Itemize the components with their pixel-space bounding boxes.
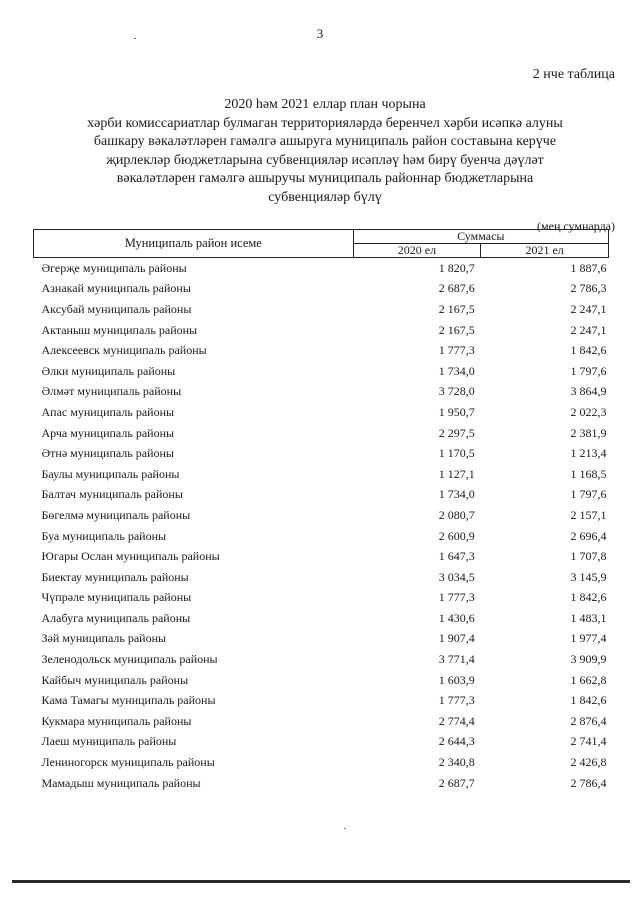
value-2021: 1 842,6 [570, 590, 607, 605]
value-2020: 1 127,1 [438, 466, 475, 481]
value-2020: 2 167,5 [438, 301, 475, 316]
value-2021: 2 786,4 [570, 775, 607, 790]
district-name: Арча муниципаль районы [41, 425, 175, 440]
header-sums: Суммасы [353, 230, 608, 244]
value-2021: 1 707,8 [570, 549, 607, 564]
value-2021: 2 426,8 [570, 755, 607, 770]
value-2020: 1 647,3 [438, 549, 475, 564]
scan-speck [344, 828, 346, 829]
value-2020: 2 774,4 [438, 713, 475, 728]
value-2020: 2 340,8 [438, 755, 475, 770]
value-2020: 1 777,3 [438, 693, 475, 708]
district-name: Лениногорск муниципаль районы [41, 755, 215, 770]
header-2020: 2020 ел [353, 244, 481, 258]
value-2020: 2 600,9 [438, 528, 475, 543]
value-2021: 1 797,6 [570, 363, 607, 378]
value-2021: 3 145,9 [570, 569, 607, 584]
district-name: Баулы муниципаль районы [41, 466, 180, 481]
table-row [34, 690, 609, 711]
value-2020: 1 734,0 [438, 487, 475, 502]
table-row [34, 258, 609, 279]
table-row [34, 752, 609, 773]
title-line: 2020 һәм 2021 еллар план чорына [224, 97, 426, 112]
value-2020: 2 297,5 [438, 425, 475, 440]
table-row [34, 382, 609, 403]
title-line: җирлекләр бюджетларына субвенцияләр исәпләү һәм бирү буенча дәүләт [106, 152, 544, 168]
table-row [34, 711, 609, 732]
table-row [34, 505, 609, 526]
district-name: Зеленодольск муниципаль районы [41, 652, 218, 667]
subvention-table [33, 229, 609, 793]
district-name: Лаеш муниципаль районы [41, 734, 177, 749]
value-2020: 2 167,5 [438, 322, 475, 337]
value-2020: 1 907,4 [438, 631, 475, 646]
value-2021: 2 247,1 [570, 322, 607, 337]
table-row [34, 423, 609, 444]
document-title [40, 96, 610, 207]
table-row [34, 773, 609, 794]
value-2021: 2 786,3 [570, 281, 607, 296]
district-name: Азнакай муниципаль районы [41, 281, 191, 296]
district-name: Югары Ослан муниципаль районы [41, 549, 220, 564]
value-2021: 3 864,9 [570, 384, 607, 399]
value-2020: 2 687,6 [438, 281, 475, 296]
district-name: Зәй муниципаль районы [41, 631, 167, 646]
value-2020: 1 170,5 [438, 446, 475, 461]
district-name: Алексеевск муниципаль районы [41, 343, 207, 358]
value-2020: 2 644,3 [438, 734, 475, 749]
value-2020: 3 728,0 [438, 384, 475, 399]
table-row [34, 649, 609, 670]
value-2020: 1 734,0 [438, 363, 475, 378]
title-line: башкару вәкаләтләрен гамәлгә ашыруга муниципаль район составына керүче [93, 134, 557, 149]
value-2021: 1 977,4 [570, 631, 607, 646]
table-row [34, 320, 609, 341]
table-row [34, 443, 609, 464]
value-2020: 1 820,7 [438, 260, 475, 275]
table-row [34, 485, 609, 506]
table-row [34, 279, 609, 300]
district-name: Буа муниципаль районы [41, 528, 167, 543]
value-2021: 2 022,3 [570, 404, 607, 419]
district-name: Апас муниципаль районы [41, 404, 175, 419]
value-2020: 1 777,3 [438, 590, 475, 605]
value-2020: 1 603,9 [438, 672, 475, 687]
value-2021: 1 168,5 [570, 466, 607, 481]
bottom-rule [12, 880, 630, 883]
value-2021: 1 797,6 [570, 487, 607, 502]
value-2021: 1 887,6 [570, 260, 607, 275]
value-2021: 1 842,6 [570, 693, 607, 708]
value-2021: 1 842,6 [570, 343, 607, 358]
value-2020: 3 771,4 [438, 652, 475, 667]
value-2020: 2 687,7 [438, 775, 475, 790]
table-row [34, 340, 609, 361]
table-row [34, 732, 609, 753]
value-2020: 3 034,5 [438, 569, 475, 584]
title-line: хәрби комиссариатлар булмаган территорияләрдә беренчел хәрби исәпкә алуны [87, 115, 563, 131]
header-2021: 2021 ел [481, 244, 609, 258]
value-2021: 2 696,4 [570, 528, 607, 543]
table-row [34, 402, 609, 423]
page-number: 3 [316, 26, 324, 41]
table-row [34, 670, 609, 691]
value-2020: 2 080,7 [438, 507, 475, 522]
value-2020: 1 430,6 [438, 610, 475, 625]
table-row [34, 464, 609, 485]
table-row [34, 588, 609, 609]
value-2021: 3 909,9 [570, 652, 607, 667]
table-row [34, 526, 609, 547]
district-name: Әлмәт муниципаль районы [41, 384, 182, 399]
district-name: Кукмара муниципаль районы [41, 713, 192, 728]
value-2020: 1 950,7 [438, 404, 475, 419]
district-name: Актаныш муниципаль районы [41, 322, 198, 337]
district-name: Алабуга муниципаль районы [41, 610, 191, 625]
table-row [34, 361, 609, 382]
value-2021: 1 483,1 [570, 610, 607, 625]
district-name: Әлки муниципаль районы [41, 363, 176, 378]
district-name: Кама Тамагы муниципаль районы [41, 693, 216, 708]
district-name: Чүпрәле муниципаль районы [41, 590, 192, 605]
value-2021: 2 157,1 [570, 507, 607, 522]
header-name: Муниципаль район исеме [34, 230, 354, 258]
table-row [34, 629, 609, 650]
value-2021: 2 247,1 [570, 301, 607, 316]
district-name: Аксубай муниципаль районы [41, 301, 192, 316]
district-name: Мамадыш муниципаль районы [41, 775, 201, 790]
table-row [34, 567, 609, 588]
scan-speck [134, 38, 136, 39]
district-name: Кайбыч муниципаль районы [41, 672, 189, 687]
district-name: Әтнә муниципаль районы [41, 446, 174, 461]
table-row [34, 608, 609, 629]
title-line: субвенцияләр бүлү [268, 189, 382, 205]
district-name: Биектау муниципаль районы [41, 569, 189, 584]
value-2021: 2 381,9 [570, 425, 607, 440]
table-row [34, 299, 609, 320]
value-2020: 1 777,3 [438, 343, 475, 358]
table-label: 2 нче таблица [532, 67, 615, 82]
district-name: Балтач муниципаль районы [41, 487, 183, 502]
units-note: (мең сумнарда) [537, 219, 615, 233]
value-2021: 2 741,4 [570, 734, 607, 749]
value-2021: 1 662,8 [570, 672, 607, 687]
title-line: вәкаләтләрен гамәлгә ашыручы муниципаль районнар бюджетларына [116, 171, 534, 186]
table-row [34, 546, 609, 567]
district-name: Әгерҗе муниципаль районы [41, 260, 187, 275]
value-2021: 1 213,4 [570, 446, 607, 461]
value-2021: 2 876,4 [570, 713, 607, 728]
district-name: Бөгелмә муниципаль районы [41, 507, 191, 522]
